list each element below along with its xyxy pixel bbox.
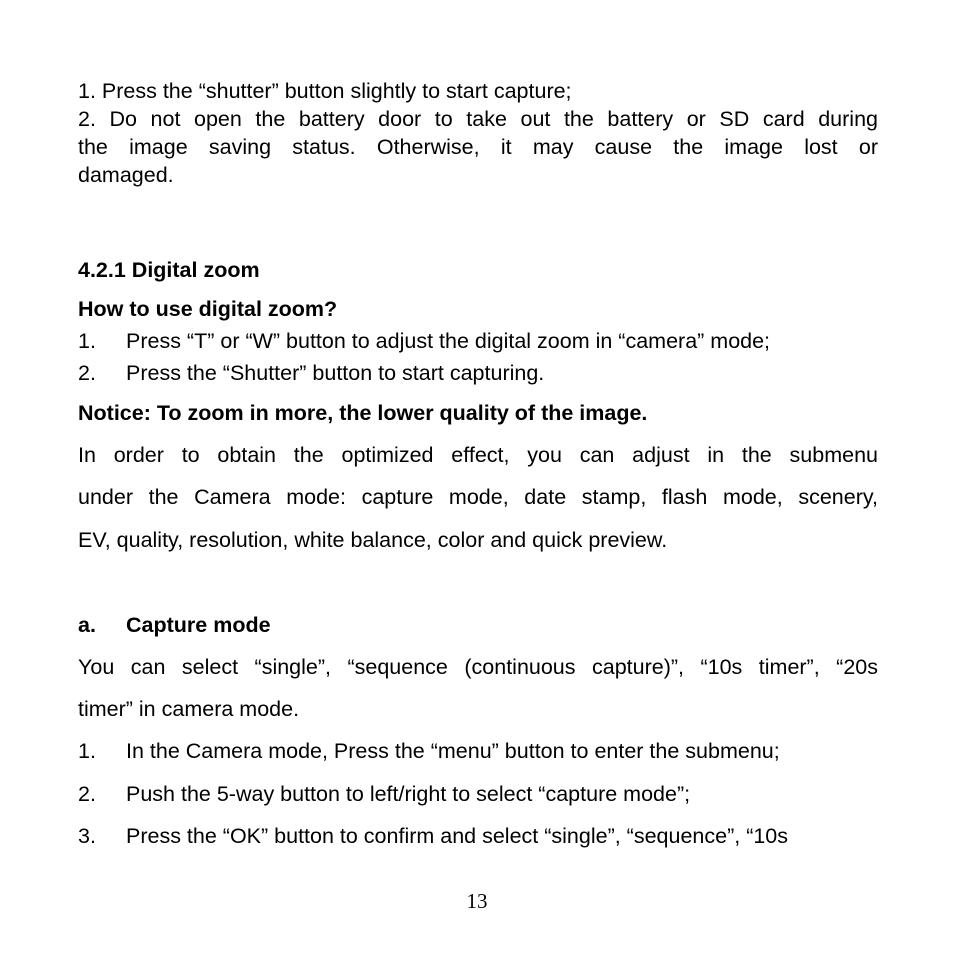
note-2-line-3: damaged. (78, 163, 174, 187)
page-number: 13 (466, 889, 488, 913)
paragraph-line-1: In order to obtain the optimized effect, you can adjust in the submenu (78, 443, 878, 467)
list-item (78, 359, 878, 387)
list-item-text: In the Camera mode, Press the “menu” button to enter the submenu; (126, 739, 780, 763)
notice-text: Notice: To zoom in more, the lower quality of the image. (78, 401, 648, 425)
list-item-text: Push the 5-way button to left/right to select “capture mode”; (126, 782, 691, 806)
section-letter: a. (78, 613, 96, 637)
list-item-number: 2. (78, 782, 96, 806)
subheading-how-to-use: How to use digital zoom? (78, 297, 338, 321)
list-item-text: Press the “OK” button to confirm and select “single”, “sequence”, “10s (126, 824, 789, 848)
section-heading-digital-zoom: 4.2.1 Digital zoom (78, 258, 260, 282)
list-item (78, 737, 878, 765)
note-2-line-2: the image saving status. Otherwise, it may cause the image lost or (78, 135, 878, 159)
list-item (78, 780, 878, 808)
list-item-number: 1. (78, 739, 96, 763)
paragraph-line-2: under the Camera mode: capture mode, date stamp, flash mode, scenery, (78, 485, 878, 509)
note-1: 1. Press the “shutter” button slightly to start capture; (78, 79, 572, 103)
paragraph-line-1: You can select “single”, “sequence (continuous capture)”, “10s timer”, “20s (78, 655, 878, 679)
document-page (78, 0, 878, 954)
note-2-line-1: 2. Do not open the battery door to take out the battery or SD card during (78, 107, 878, 131)
list-item-text: Press the “Shutter” button to start capturing. (126, 361, 545, 385)
list-item-number: 3. (78, 824, 96, 848)
list-item (78, 327, 878, 355)
section-title: Capture mode (126, 613, 271, 637)
section-heading-capture-mode (78, 611, 878, 639)
list-item-number: 1. (78, 329, 96, 353)
list-item-text: Press “T” or “W” button to adjust the digital zoom in “camera” mode; (126, 329, 771, 353)
list-item (78, 822, 878, 850)
paragraph-line-2: timer” in camera mode. (78, 697, 300, 721)
paragraph-line-3: EV, quality, resolution, white balance, color and quick preview. (78, 528, 668, 552)
list-item-number: 2. (78, 361, 96, 385)
